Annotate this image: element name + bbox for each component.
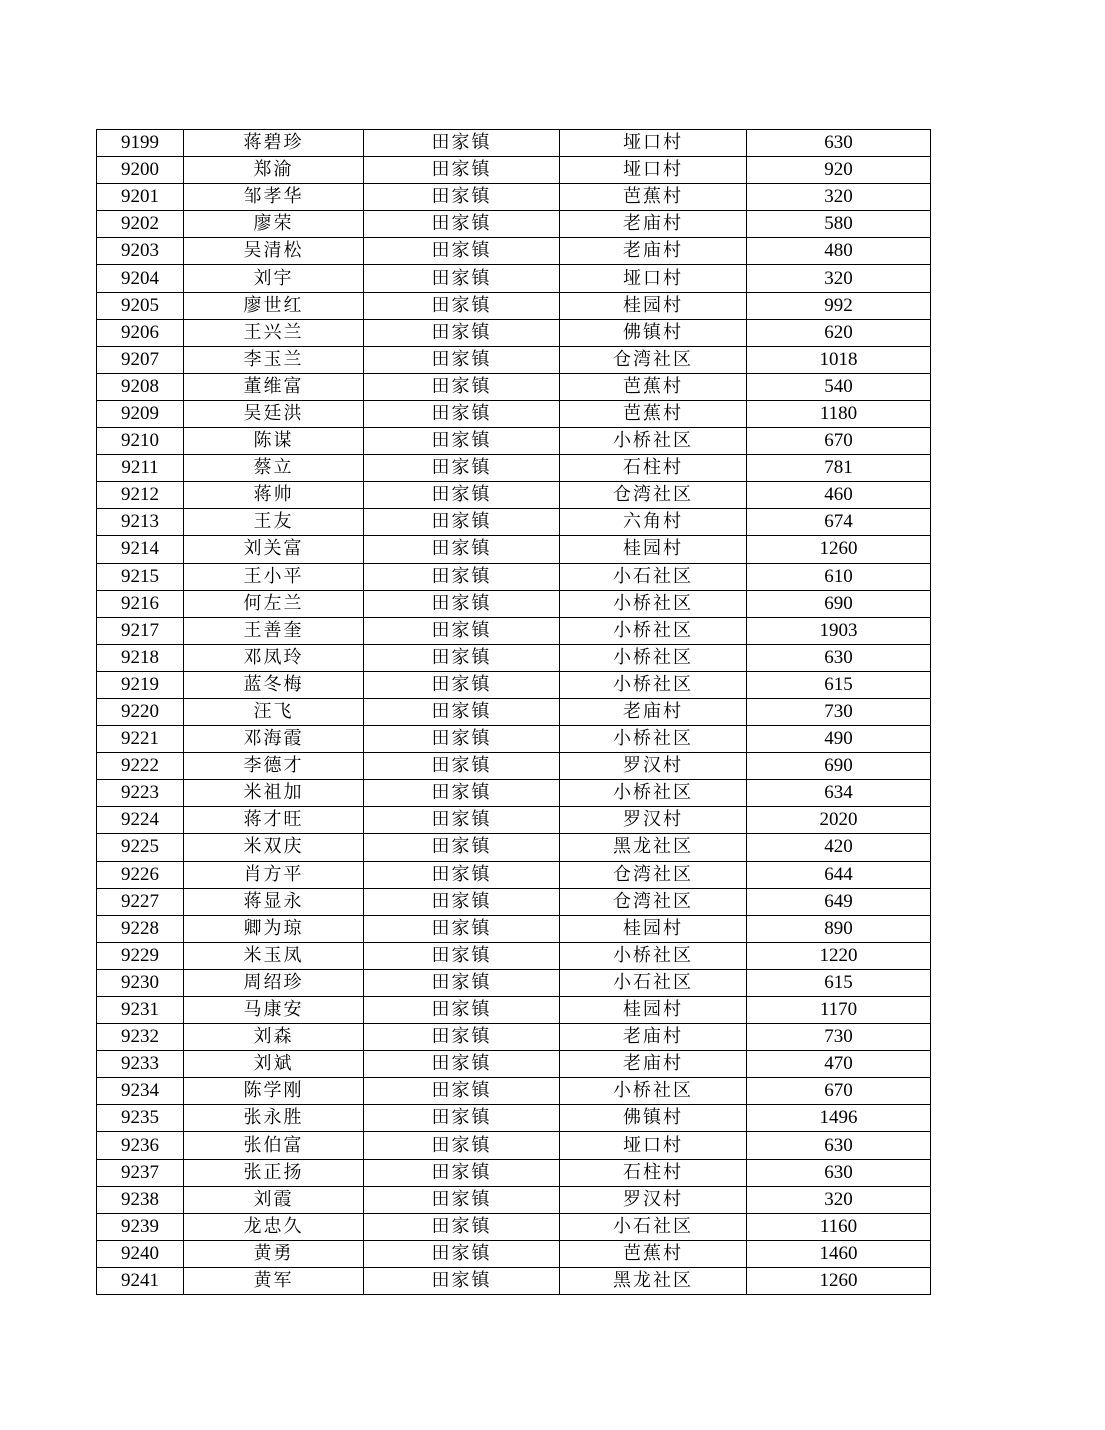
row-id-cell: 9218: [97, 644, 184, 671]
table-body: [97, 130, 931, 1295]
town-cell: 田家镇: [364, 509, 560, 536]
name-cell: 吴廷洪: [184, 400, 364, 427]
row-id-cell: 9207: [97, 346, 184, 373]
name-cell: 蒋帅: [184, 482, 364, 509]
name-cell: 王善奎: [184, 617, 364, 644]
table-row: [97, 238, 931, 265]
row-id-cell: 9216: [97, 590, 184, 617]
village-cell: 仓湾社区: [560, 346, 747, 373]
table-row: [97, 536, 931, 563]
town-cell: 田家镇: [364, 834, 560, 861]
table-row: [97, 482, 931, 509]
village-cell: 小桥社区: [560, 726, 747, 753]
amount-cell: 781: [747, 455, 931, 482]
table-row: [97, 346, 931, 373]
table-row: [97, 915, 931, 942]
name-cell: 蔡立: [184, 455, 364, 482]
village-cell: 垭口村: [560, 1132, 747, 1159]
village-cell: 佛镇村: [560, 319, 747, 346]
village-cell: 老庙村: [560, 211, 747, 238]
table-row: [97, 509, 931, 536]
table-row: [97, 997, 931, 1024]
town-cell: 田家镇: [364, 1105, 560, 1132]
town-cell: 田家镇: [364, 807, 560, 834]
name-cell: 邹孝华: [184, 184, 364, 211]
amount-cell: 1160: [747, 1213, 931, 1240]
name-cell: 廖世红: [184, 292, 364, 319]
village-cell: 芭蕉村: [560, 184, 747, 211]
village-cell: 老庙村: [560, 1051, 747, 1078]
village-cell: 小桥社区: [560, 617, 747, 644]
amount-cell: 920: [747, 157, 931, 184]
village-cell: 芭蕉村: [560, 400, 747, 427]
name-cell: 郑渝: [184, 157, 364, 184]
table-row: [97, 1240, 931, 1267]
name-cell: 米双庆: [184, 834, 364, 861]
amount-cell: 630: [747, 644, 931, 671]
row-id-cell: 9203: [97, 238, 184, 265]
amount-cell: 610: [747, 563, 931, 590]
row-id-cell: 9200: [97, 157, 184, 184]
amount-cell: 615: [747, 969, 931, 996]
name-cell: 刘宇: [184, 265, 364, 292]
row-id-cell: 9222: [97, 753, 184, 780]
amount-cell: 615: [747, 671, 931, 698]
village-cell: 石柱村: [560, 455, 747, 482]
name-cell: 米玉凤: [184, 942, 364, 969]
town-cell: 田家镇: [364, 753, 560, 780]
row-id-cell: 9238: [97, 1186, 184, 1213]
village-cell: 小桥社区: [560, 590, 747, 617]
row-id-cell: 9219: [97, 671, 184, 698]
town-cell: 田家镇: [364, 888, 560, 915]
row-id-cell: 9226: [97, 861, 184, 888]
town-cell: 田家镇: [364, 942, 560, 969]
row-id-cell: 9201: [97, 184, 184, 211]
village-cell: 垭口村: [560, 157, 747, 184]
row-id-cell: 9234: [97, 1078, 184, 1105]
amount-cell: 1903: [747, 617, 931, 644]
table-row: [97, 1132, 931, 1159]
village-cell: 小桥社区: [560, 1078, 747, 1105]
row-id-cell: 9199: [97, 130, 184, 157]
amount-cell: 1496: [747, 1105, 931, 1132]
amount-cell: 630: [747, 1132, 931, 1159]
table-row: [97, 1159, 931, 1186]
amount-cell: 1260: [747, 536, 931, 563]
village-cell: 小石社区: [560, 563, 747, 590]
village-cell: 石柱村: [560, 1159, 747, 1186]
row-id-cell: 9217: [97, 617, 184, 644]
town-cell: 田家镇: [364, 698, 560, 725]
village-cell: 佛镇村: [560, 1105, 747, 1132]
row-id-cell: 9229: [97, 942, 184, 969]
amount-cell: 1170: [747, 997, 931, 1024]
table-row: [97, 780, 931, 807]
town-cell: 田家镇: [364, 590, 560, 617]
town-cell: 田家镇: [364, 130, 560, 157]
row-id-cell: 9204: [97, 265, 184, 292]
name-cell: 张正扬: [184, 1159, 364, 1186]
village-cell: 小石社区: [560, 969, 747, 996]
town-cell: 田家镇: [364, 969, 560, 996]
row-id-cell: 9225: [97, 834, 184, 861]
town-cell: 田家镇: [364, 1213, 560, 1240]
village-cell: 罗汉村: [560, 1186, 747, 1213]
town-cell: 田家镇: [364, 536, 560, 563]
town-cell: 田家镇: [364, 1267, 560, 1294]
name-cell: 张永胜: [184, 1105, 364, 1132]
name-cell: 陈谋: [184, 428, 364, 455]
table-row: [97, 265, 931, 292]
town-cell: 田家镇: [364, 563, 560, 590]
table-row: [97, 1186, 931, 1213]
village-cell: 桂园村: [560, 997, 747, 1024]
amount-cell: 320: [747, 1186, 931, 1213]
amount-cell: 320: [747, 265, 931, 292]
town-cell: 田家镇: [364, 726, 560, 753]
amount-cell: 470: [747, 1051, 931, 1078]
row-id-cell: 9228: [97, 915, 184, 942]
town-cell: 田家镇: [364, 265, 560, 292]
village-cell: 仓湾社区: [560, 888, 747, 915]
name-cell: 刘斌: [184, 1051, 364, 1078]
row-id-cell: 9241: [97, 1267, 184, 1294]
name-cell: 肖方平: [184, 861, 364, 888]
village-cell: 芭蕉村: [560, 1240, 747, 1267]
table-row: [97, 1105, 931, 1132]
town-cell: 田家镇: [364, 238, 560, 265]
amount-cell: 630: [747, 130, 931, 157]
row-id-cell: 9208: [97, 373, 184, 400]
table-row: [97, 292, 931, 319]
town-cell: 田家镇: [364, 1132, 560, 1159]
table-row: [97, 373, 931, 400]
town-cell: 田家镇: [364, 1240, 560, 1267]
village-cell: 桂园村: [560, 536, 747, 563]
row-id-cell: 9240: [97, 1240, 184, 1267]
name-cell: 王友: [184, 509, 364, 536]
amount-cell: 730: [747, 698, 931, 725]
village-cell: 仓湾社区: [560, 861, 747, 888]
amount-cell: 630: [747, 1159, 931, 1186]
amount-cell: 1018: [747, 346, 931, 373]
town-cell: 田家镇: [364, 1051, 560, 1078]
table-row: [97, 211, 931, 238]
village-cell: 小桥社区: [560, 644, 747, 671]
town-cell: 田家镇: [364, 1078, 560, 1105]
town-cell: 田家镇: [364, 346, 560, 373]
name-cell: 廖荣: [184, 211, 364, 238]
village-cell: 黑龙社区: [560, 834, 747, 861]
town-cell: 田家镇: [364, 1186, 560, 1213]
name-cell: 龙忠久: [184, 1213, 364, 1240]
name-cell: 何左兰: [184, 590, 364, 617]
table-row: [97, 698, 931, 725]
village-cell: 小桥社区: [560, 780, 747, 807]
town-cell: 田家镇: [364, 428, 560, 455]
table-row: [97, 861, 931, 888]
name-cell: 蒋才旺: [184, 807, 364, 834]
town-cell: 田家镇: [364, 671, 560, 698]
town-cell: 田家镇: [364, 617, 560, 644]
table-row: [97, 184, 931, 211]
town-cell: 田家镇: [364, 400, 560, 427]
row-id-cell: 9235: [97, 1105, 184, 1132]
table-row: [97, 807, 931, 834]
row-id-cell: 9202: [97, 211, 184, 238]
table-row: [97, 834, 931, 861]
amount-cell: 890: [747, 915, 931, 942]
table-row: [97, 1024, 931, 1051]
name-cell: 邓凤玲: [184, 644, 364, 671]
table-row: [97, 644, 931, 671]
table-row: [97, 969, 931, 996]
table-row: [97, 400, 931, 427]
amount-cell: 649: [747, 888, 931, 915]
town-cell: 田家镇: [364, 780, 560, 807]
row-id-cell: 9224: [97, 807, 184, 834]
row-id-cell: 9239: [97, 1213, 184, 1240]
name-cell: 蒋碧珍: [184, 130, 364, 157]
row-id-cell: 9233: [97, 1051, 184, 1078]
table-row: [97, 455, 931, 482]
village-cell: 六角村: [560, 509, 747, 536]
town-cell: 田家镇: [364, 184, 560, 211]
village-cell: 垭口村: [560, 265, 747, 292]
village-cell: 芭蕉村: [560, 373, 747, 400]
table-row: [97, 753, 931, 780]
row-id-cell: 9230: [97, 969, 184, 996]
row-id-cell: 9211: [97, 455, 184, 482]
village-cell: 小桥社区: [560, 942, 747, 969]
row-id-cell: 9232: [97, 1024, 184, 1051]
town-cell: 田家镇: [364, 1159, 560, 1186]
amount-cell: 620: [747, 319, 931, 346]
name-cell: 董维富: [184, 373, 364, 400]
town-cell: 田家镇: [364, 644, 560, 671]
village-cell: 仓湾社区: [560, 482, 747, 509]
amount-cell: 690: [747, 753, 931, 780]
amount-cell: 1460: [747, 1240, 931, 1267]
table-row: [97, 590, 931, 617]
table-row: [97, 130, 931, 157]
village-cell: 老庙村: [560, 1024, 747, 1051]
village-cell: 小桥社区: [560, 428, 747, 455]
name-cell: 刘霞: [184, 1186, 364, 1213]
amount-cell: 1180: [747, 400, 931, 427]
name-cell: 王小平: [184, 563, 364, 590]
amount-cell: 2020: [747, 807, 931, 834]
village-cell: 罗汉村: [560, 807, 747, 834]
amount-cell: 420: [747, 834, 931, 861]
name-cell: 李玉兰: [184, 346, 364, 373]
row-id-cell: 9236: [97, 1132, 184, 1159]
row-id-cell: 9212: [97, 482, 184, 509]
name-cell: 黄军: [184, 1267, 364, 1294]
amount-cell: 540: [747, 373, 931, 400]
name-cell: 陈学刚: [184, 1078, 364, 1105]
amount-cell: 490: [747, 726, 931, 753]
row-id-cell: 9209: [97, 400, 184, 427]
name-cell: 黄勇: [184, 1240, 364, 1267]
name-cell: 卿为琼: [184, 915, 364, 942]
name-cell: 张伯富: [184, 1132, 364, 1159]
amount-cell: 670: [747, 1078, 931, 1105]
row-id-cell: 9215: [97, 563, 184, 590]
village-cell: 垭口村: [560, 130, 747, 157]
table-row: [97, 671, 931, 698]
amount-cell: 644: [747, 861, 931, 888]
village-cell: 小石社区: [560, 1213, 747, 1240]
name-cell: 蒋显永: [184, 888, 364, 915]
village-cell: 黑龙社区: [560, 1267, 747, 1294]
table-row: [97, 563, 931, 590]
table-row: [97, 942, 931, 969]
amount-cell: 460: [747, 482, 931, 509]
town-cell: 田家镇: [364, 861, 560, 888]
table-row: [97, 617, 931, 644]
row-id-cell: 9214: [97, 536, 184, 563]
table-row: [97, 319, 931, 346]
town-cell: 田家镇: [364, 997, 560, 1024]
amount-cell: 674: [747, 509, 931, 536]
table-row: [97, 1267, 931, 1294]
row-id-cell: 9237: [97, 1159, 184, 1186]
name-cell: 吴清松: [184, 238, 364, 265]
village-cell: 老庙村: [560, 698, 747, 725]
amount-cell: 634: [747, 780, 931, 807]
name-cell: 刘森: [184, 1024, 364, 1051]
village-cell: 桂园村: [560, 915, 747, 942]
row-id-cell: 9231: [97, 997, 184, 1024]
town-cell: 田家镇: [364, 157, 560, 184]
table-row: [97, 428, 931, 455]
amount-cell: 730: [747, 1024, 931, 1051]
town-cell: 田家镇: [364, 1024, 560, 1051]
row-id-cell: 9205: [97, 292, 184, 319]
amount-cell: 1260: [747, 1267, 931, 1294]
amount-cell: 1220: [747, 942, 931, 969]
table-row: [97, 1078, 931, 1105]
name-cell: 周绍珍: [184, 969, 364, 996]
table-row: [97, 888, 931, 915]
village-cell: 罗汉村: [560, 753, 747, 780]
town-cell: 田家镇: [364, 319, 560, 346]
town-cell: 田家镇: [364, 373, 560, 400]
name-cell: 王兴兰: [184, 319, 364, 346]
name-cell: 米祖加: [184, 780, 364, 807]
row-id-cell: 9223: [97, 780, 184, 807]
row-id-cell: 9221: [97, 726, 184, 753]
amount-cell: 320: [747, 184, 931, 211]
row-id-cell: 9227: [97, 888, 184, 915]
amount-cell: 670: [747, 428, 931, 455]
name-cell: 蓝冬梅: [184, 671, 364, 698]
village-cell: 小桥社区: [560, 671, 747, 698]
name-cell: 刘关富: [184, 536, 364, 563]
row-id-cell: 9220: [97, 698, 184, 725]
town-cell: 田家镇: [364, 292, 560, 319]
town-cell: 田家镇: [364, 455, 560, 482]
row-id-cell: 9213: [97, 509, 184, 536]
name-cell: 李德才: [184, 753, 364, 780]
town-cell: 田家镇: [364, 482, 560, 509]
village-cell: 桂园村: [560, 292, 747, 319]
row-id-cell: 9206: [97, 319, 184, 346]
village-cell: 老庙村: [560, 238, 747, 265]
name-cell: 马康安: [184, 997, 364, 1024]
table-row: [97, 157, 931, 184]
table-row: [97, 726, 931, 753]
town-cell: 田家镇: [364, 211, 560, 238]
row-id-cell: 9210: [97, 428, 184, 455]
table-row: [97, 1051, 931, 1078]
table-row: [97, 1213, 931, 1240]
name-cell: 汪飞: [184, 698, 364, 725]
amount-cell: 480: [747, 238, 931, 265]
name-cell: 邓海霞: [184, 726, 364, 753]
town-cell: 田家镇: [364, 915, 560, 942]
data-table: [96, 129, 931, 1295]
amount-cell: 992: [747, 292, 931, 319]
amount-cell: 690: [747, 590, 931, 617]
amount-cell: 580: [747, 211, 931, 238]
